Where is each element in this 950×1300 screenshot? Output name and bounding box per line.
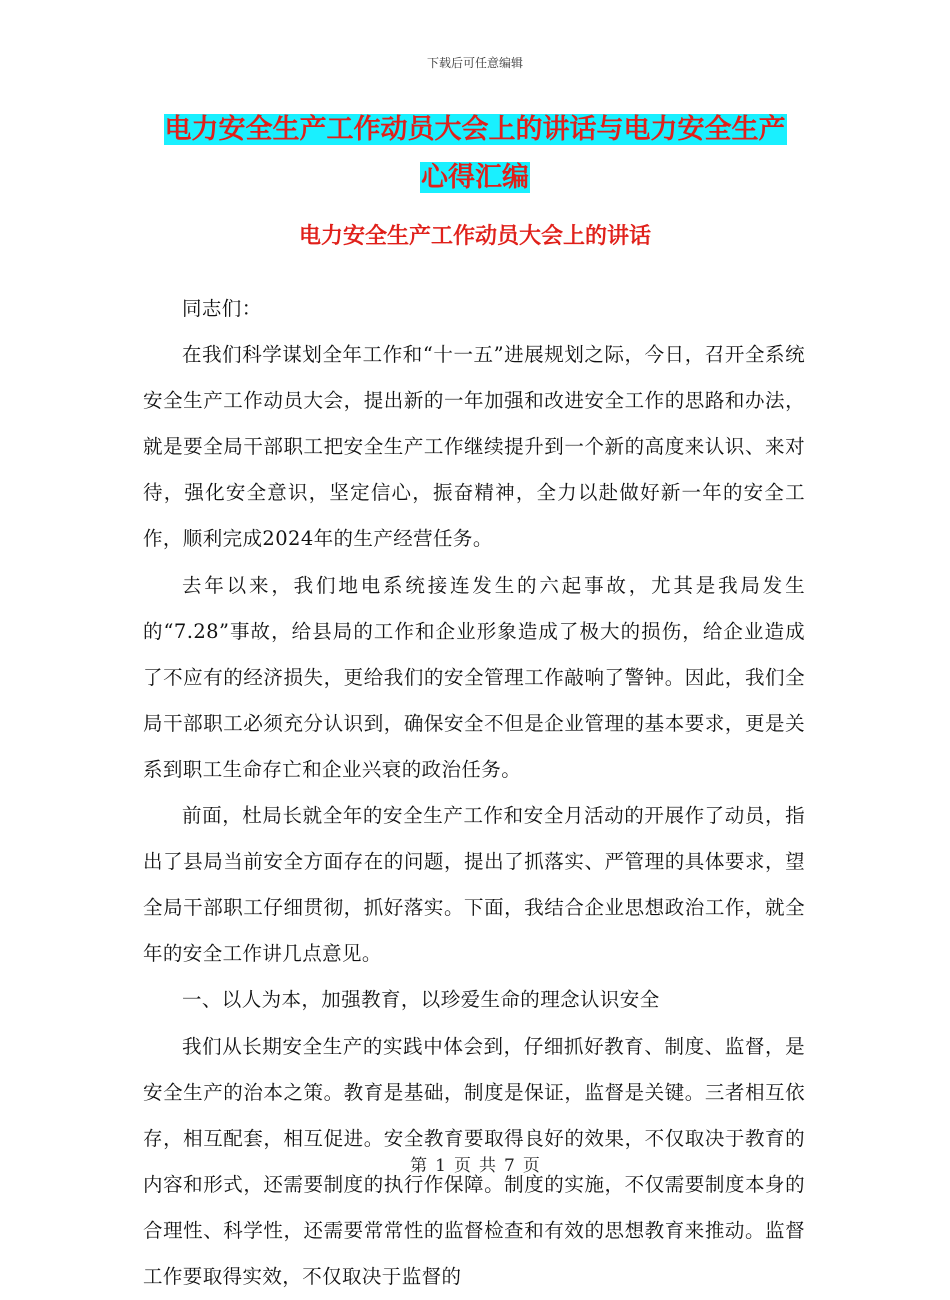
footer-total-unit: 页 <box>523 1156 540 1176</box>
section-title: 电力安全生产工作动员大会上的讲话 <box>0 218 950 254</box>
body-paragraph: 在我们科学谋划全年工作和“十一五”进展规划之际，今日，召开全系统安全生产工作动员大会，提出新的一年加强和改进安全工作的思路和办法，就是要全局干部职工把安全生产工作继续提升到一个新的高度来认识、来对待，强化安全意识，坚定信心，振奋精神，全力以赴做好新一年的安全工作，顺利完成2024年的生产经营任务。 <box>143 332 805 562</box>
salutation-paragraph: 同志们： <box>143 286 805 332</box>
document-title <box>140 106 810 202</box>
footer-total-word: 共 <box>479 1156 496 1176</box>
footer-page-word: 第 <box>410 1156 427 1176</box>
footer-page-total: 7 <box>504 1156 515 1176</box>
document-title-line-2: 心得汇编 <box>420 162 530 193</box>
document-title-line-1: 电力安全生产工作动员大会上的讲话与电力安全生产 <box>164 114 787 145</box>
header-note: 下载后可任意编辑 <box>0 54 950 71</box>
document-body <box>143 286 805 1300</box>
footer-page-current: 1 <box>435 1156 446 1176</box>
page-footer <box>0 1151 950 1176</box>
body-paragraph: 前面，杜局长就全年的安全生产工作和安全月活动的开展作了动员，指出了县局当前安全方面存在的问题，提出了抓落实、严管理的具体要求，望全局干部职工仔细贯彻，抓好落实。下面，我结合企业思想政治工作，就全年的安全工作讲几点意见。 <box>143 793 805 977</box>
subheading-paragraph: 一、以人为本，加强教育，以珍爱生命的理念认识安全 <box>143 977 805 1023</box>
body-paragraph: 我们从长期安全生产的实践中体会到，仔细抓好教育、制度、监督，是安全生产的治本之策。教育是基础，制度是保证，监督是关键。三者相互依存，相互配套，相互促进。安全教育要取得良好的效果，不仅取决于教育的内容和形式，还需要制度的执行作保障。制度的实施，不仅需要制度本身的合理性、科学性，还需要常常性的监督检查和有效的思想教育来推动。监督工作要取得实效，不仅取决于监督的 <box>143 1024 805 1300</box>
footer-page-unit: 页 <box>454 1156 471 1176</box>
body-paragraph: 去年以来，我们地电系统接连发生的六起事故，尤其是我局发生的“7.28”事故，给县局的工作和企业形象造成了极大的损伤，给企业造成了不应有的经济损失，更给我们的安全管理工作敲响了警钟。因此，我们全局干部职工必须充分认识到，确保安全不但是企业管理的基本要求，更是关系到职工生命存亡和企业兴衰的政治任务。 <box>143 563 805 793</box>
